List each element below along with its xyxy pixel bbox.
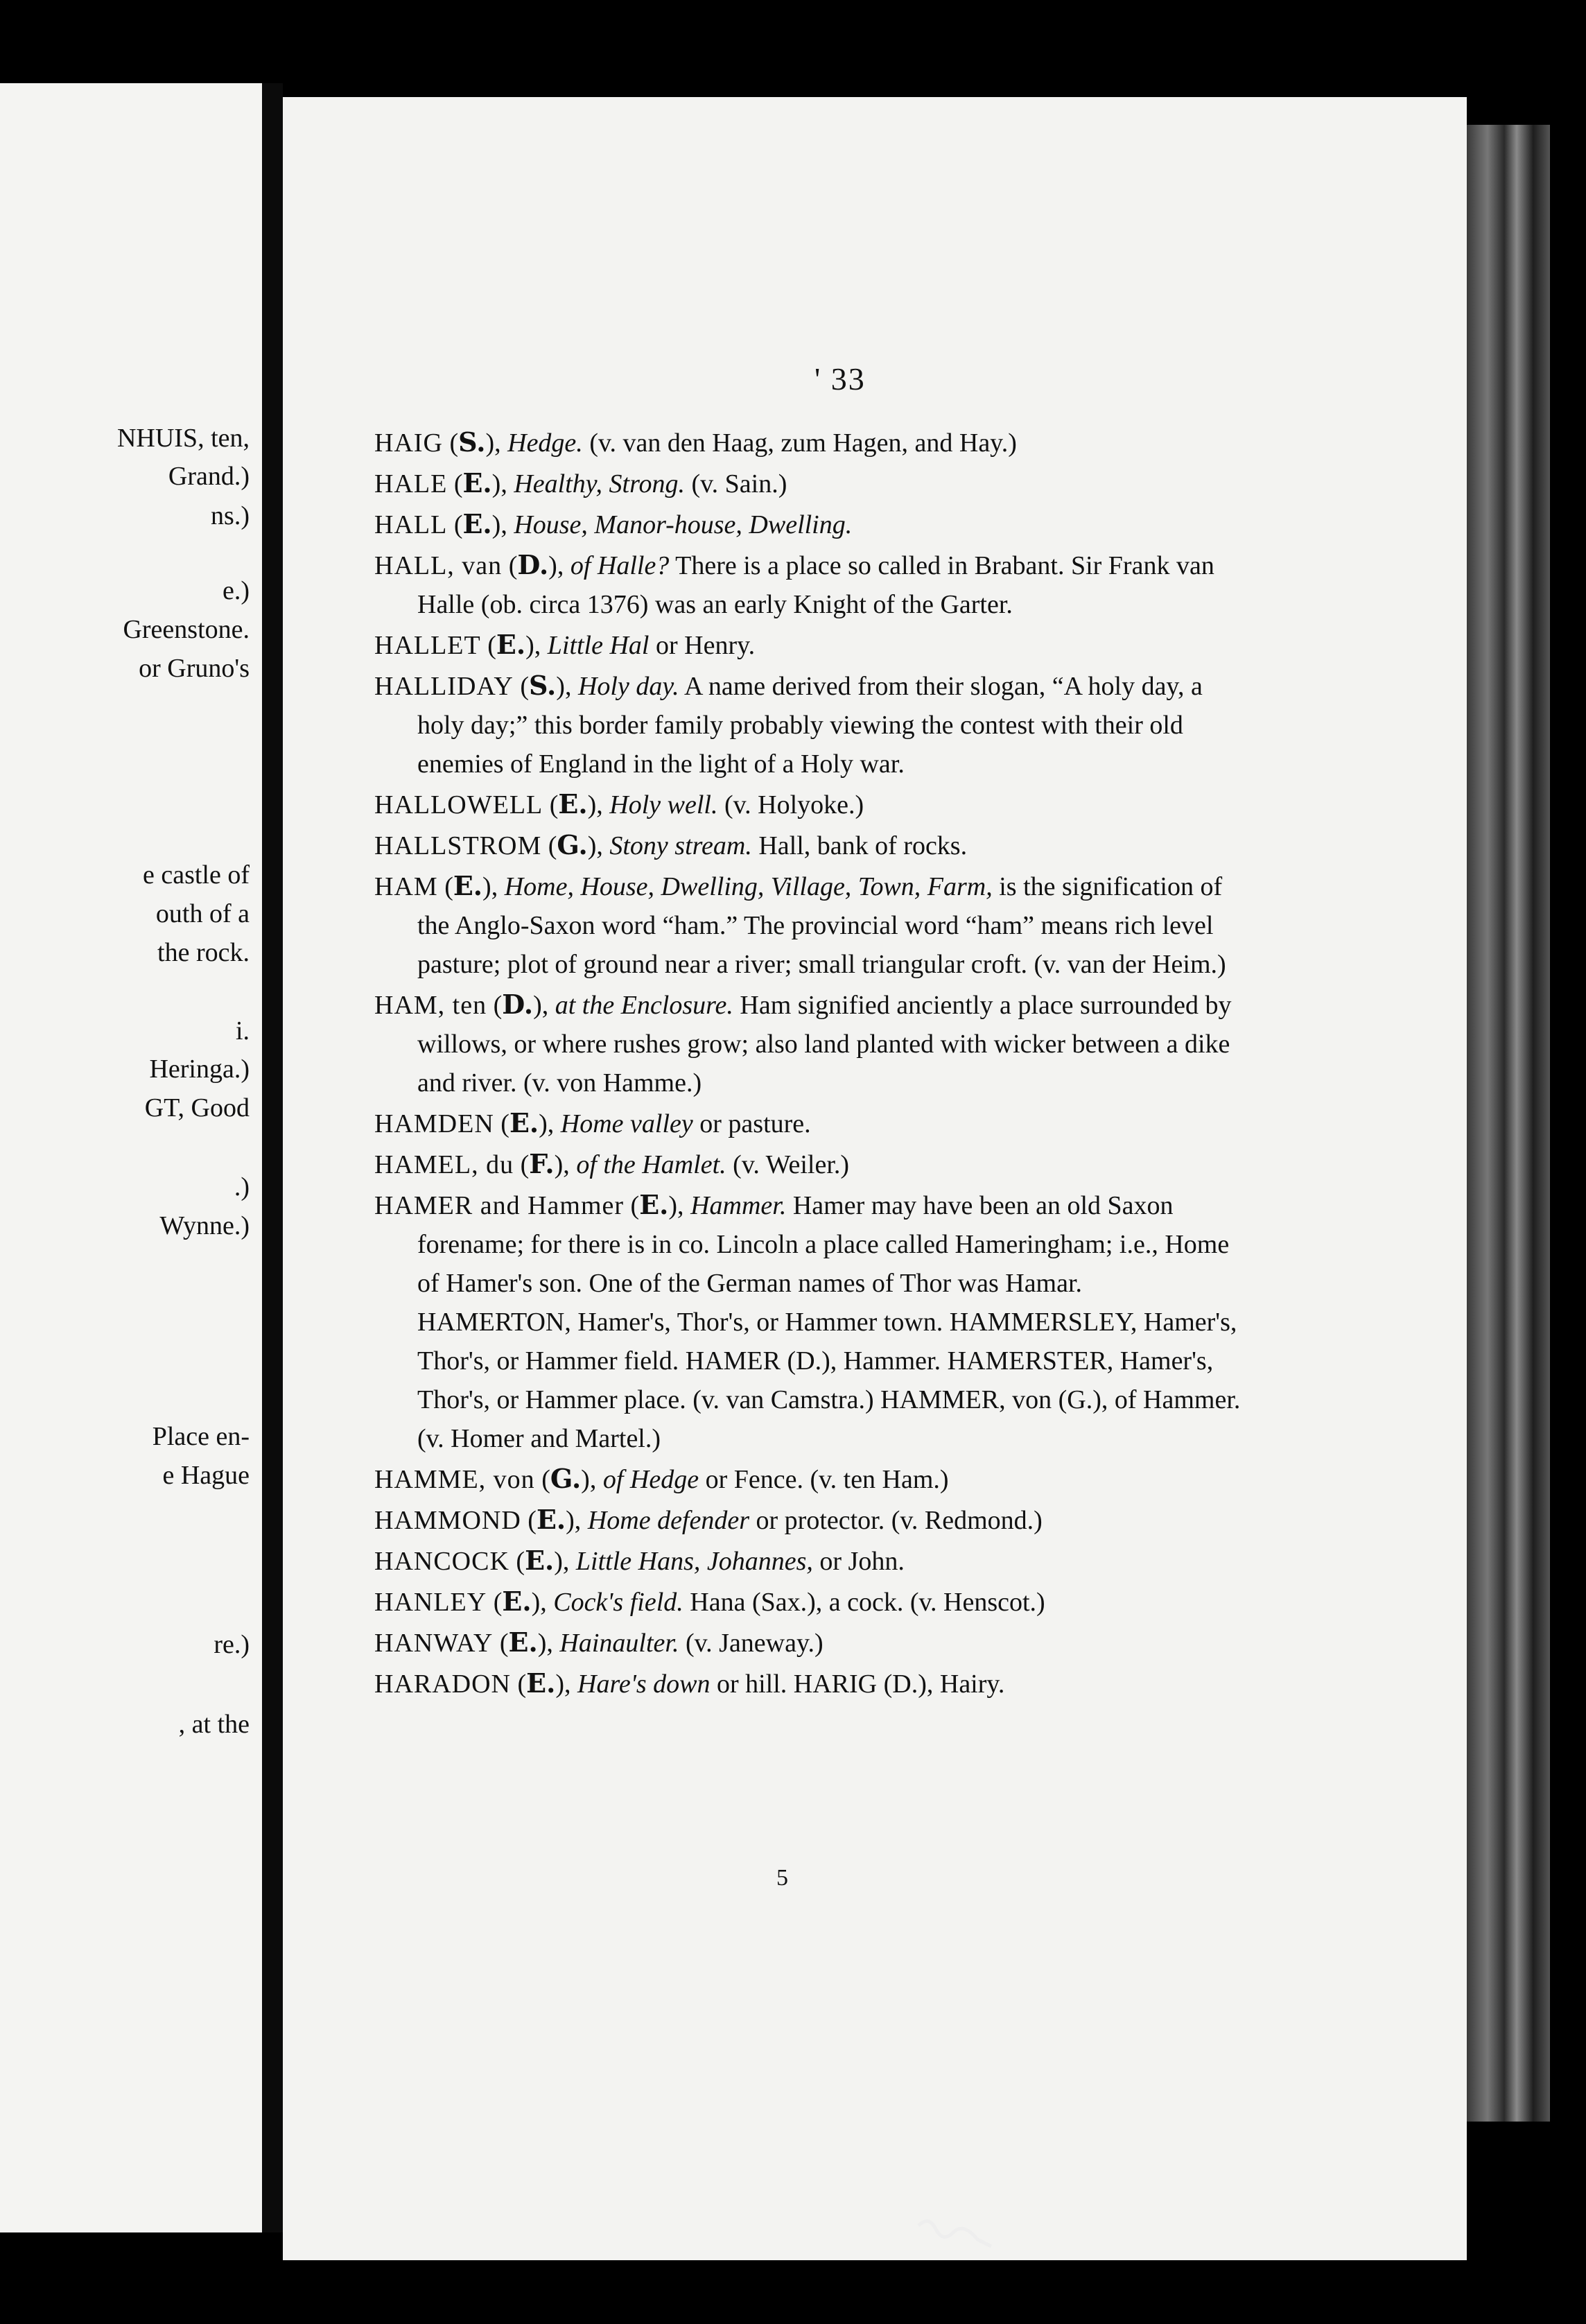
facing-page-line: i. <box>235 1016 250 1046</box>
facing-page-line: NHUIS, ten, <box>116 424 250 453</box>
entry-note: (v. Holyoke.) <box>724 790 864 820</box>
entry-meaning: Holy well. <box>609 790 718 820</box>
dictionary-entry: HARADON (E.), Hare's down or hill. HARIG (D.), Hairy. <box>374 1667 1005 1699</box>
dictionary-entry: HALLSTROM (G.), Stony stream. Hall, bank of rocks. <box>374 829 968 860</box>
entry-headword: HALLIDAY <box>374 672 514 701</box>
dictionary-entry: HANLEY (E.), Cock's field. Hana (Sax.), a cock. (v. Henscot.) <box>374 1586 1045 1617</box>
entry-headword: HAMDEN <box>374 1109 494 1138</box>
entry-origin: F. <box>529 1148 555 1179</box>
entry-headword: HAMEL, du <box>374 1150 514 1179</box>
facing-page-line: or Gruno's <box>139 654 250 683</box>
entry-note: or John. <box>819 1547 905 1576</box>
entry-note: Ham signified anciently a place surrounded by willows, or where rushes grow; also land planted with wicker between a dike and river. (v. von Hamme.) <box>417 991 1232 1098</box>
entry-headword: HANWAY <box>374 1629 494 1658</box>
facing-page-line: , at the <box>178 1710 250 1739</box>
entry-origin: E. <box>462 467 492 498</box>
entry-note: There is a place so called in Brabant. Sir Frank van Halle (ob. circa 1376) was an early Knight of the Garter. <box>417 551 1214 619</box>
entry-meaning: Home defender <box>587 1506 750 1535</box>
entry-headword: HANCOCK <box>374 1547 509 1576</box>
entry-headword: HAM, ten <box>374 991 487 1020</box>
dictionary-entry: HAMDEN (E.), Home valley or pasture. <box>374 1107 811 1138</box>
entry-origin: S. <box>458 426 486 458</box>
entry-origin: E. <box>496 629 526 660</box>
dictionary-entry: HAIG (S.), Hedge. (v. van den Haag, zum Hagen, and Hay.) <box>374 426 1017 458</box>
facing-page-line: GT, Good <box>144 1093 250 1122</box>
dictionary-entry: HAM (E.), Home, House, Dwelling, Village, Town, Farm, is the signification of the Anglo-Saxon word “ham.” The provincial word “ham” means rich level pasture; plot of ground near a river; small triangular croft. (v. van der Heim.) <box>374 870 1226 979</box>
entry-meaning: Little Hans, Johannes, <box>575 1547 813 1576</box>
dictionary-entry: HANCOCK (E.), Little Hans, Johannes, or John. <box>374 1545 905 1576</box>
entry-headword: HAMMOND <box>374 1506 521 1535</box>
entry-origin: E. <box>639 1189 669 1220</box>
entry-origin: G. <box>550 1463 582 1494</box>
entry-headword: HAM <box>374 872 438 901</box>
entry-note: or pasture. <box>699 1109 811 1138</box>
dictionary-entry: HAMMOND (E.), Home defender or protector. (v. Redmond.) <box>374 1504 1043 1535</box>
entry-meaning: House, Manor-house, Dwelling. <box>514 510 853 539</box>
entry-note: A name derived from their slogan, “A holy day, a holy day;” this border family probably viewing the contest with their old enemies of England in the light of a Holy war. <box>417 672 1203 779</box>
dictionary-entry: HAMME, von (G.), of Hedge or Fence. (v. ten Ham.) <box>374 1463 949 1494</box>
signature-mark: 5 <box>776 1865 788 1891</box>
entry-note: (v. Janeway.) <box>685 1629 824 1658</box>
page-number: ' 33 <box>814 361 866 397</box>
facing-page-line: outh of a <box>155 899 250 928</box>
entry-note: or hill. HARIG (D.), Hairy. <box>716 1670 1005 1699</box>
entry-meaning: Stony stream. <box>609 831 752 860</box>
dictionary-entry: HALLET (E.), Little Hal or Henry. <box>374 629 756 660</box>
facing-page-line: Greenstone. <box>123 615 250 644</box>
entry-meaning: of the Hamlet. <box>576 1150 726 1179</box>
entry-origin: G. <box>557 829 588 860</box>
entry-note: or Henry. <box>655 631 756 660</box>
facing-page-line: e castle of <box>142 860 250 890</box>
entry-meaning: at the Enclosure. <box>555 991 733 1020</box>
entry-meaning: Cock's field. <box>553 1588 683 1617</box>
dictionary-entry: HAM, ten (D.), at the Enclosure. Ham signified anciently a place surrounded by willows, or where rushes grow; also land planted with wicker between a dike and river. (v. von Hamme.) <box>374 989 1232 1098</box>
entry-meaning: Hainaulter. <box>559 1629 679 1658</box>
entry-note: (v. van den Haag, zum Hagen, and Hay.) <box>589 428 1017 458</box>
entry-origin: E. <box>453 870 483 901</box>
dictionary-entry: HALLIDAY (S.), Holy day. A name derived from their slogan, “A holy day, a holy day;” this border family probably viewing the contest with their old enemies of England in the light of a Holy war. <box>374 670 1203 779</box>
dictionary-entry: HAMER and Hammer (E.), Hammer. Hamer may have been an old Saxon forename; for there is in co. Lincoln a place called Hameringham; i.e., Home of Hamer's son. One of the German names of Thor was Hamar. HAMERTON, Hamer's, Thor's, or Hammer town. HAMMERSLEY, Hamer's, Thor's, or Hammer field. HAMER (D.), Hammer. HAMERSTER, Hamer's, Thor's, or Hammer place. (v. van Camstra.) HAMMER, von (G.), of Hammer. (v. Homer and Martel.) <box>374 1189 1241 1453</box>
facing-page-line: .) <box>234 1172 250 1202</box>
entry-headword: HALLSTROM <box>374 831 542 860</box>
facing-page-line: re.) <box>214 1630 250 1659</box>
entry-meaning: Healthy, Strong. <box>514 469 685 498</box>
entry-origin: E. <box>525 1545 555 1576</box>
dictionary-entry: HALE (E.), Healthy, Strong. (v. Sain.) <box>374 467 787 498</box>
entry-origin: S. <box>528 670 557 701</box>
entry-headword: HAIG <box>374 428 443 458</box>
facing-page-line: e.) <box>222 576 250 605</box>
entry-headword: HALL, van <box>374 551 503 580</box>
facing-page-line: Wynne.) <box>159 1211 250 1240</box>
entry-note: Hana (Sax.), a cock. (v. Henscot.) <box>690 1588 1045 1617</box>
entry-meaning: Holy day. <box>577 672 679 701</box>
entry-headword: HAMER and Hammer <box>374 1191 625 1220</box>
entry-origin: E. <box>502 1586 532 1617</box>
entry-headword: HALE <box>374 469 448 498</box>
dictionary-entry: HAMEL, du (F.), of the Hamlet. (v. Weiler.) <box>374 1148 850 1179</box>
facing-page-line: Place en- <box>152 1422 250 1451</box>
dictionary-entry: HANWAY (E.), Hainaulter. (v. Janeway.) <box>374 1627 824 1658</box>
entry-headword: HARADON <box>374 1670 511 1699</box>
entry-note: Hamer may have been an old Saxon forename; for there is in co. Lincoln a place called Hameringham; i.e., Home of Hamer's son. One of the German names of Thor was Hamar. HAMERTON, Hamer's, Thor's, or Hammer town. HAMMERSLEY, Hamer's, Thor's, or Hammer field. HAMER (D.), Hammer. HAMERSTER, Hamer's, Thor's, or Hammer place. (v. van Camstra.) HAMMER, von (G.), of Hammer. (v. Homer and Martel.) <box>417 1191 1241 1453</box>
entry-meaning: Hare's down <box>577 1670 711 1699</box>
entry-meaning: Home valley <box>560 1109 693 1138</box>
facing-page-line: ns.) <box>211 501 250 530</box>
dictionary-entry: HALLOWELL (E.), Holy well. (v. Holyoke.) <box>374 788 864 820</box>
entry-meaning: Little Hal <box>547 631 650 660</box>
entry-headword: HALLET <box>374 631 481 660</box>
entry-note: (v. Weiler.) <box>733 1150 850 1179</box>
dictionary-entries <box>374 423 1241 1705</box>
page-edge <box>1467 125 1550 2122</box>
entry-origin: E. <box>558 788 588 820</box>
entry-origin: E. <box>526 1667 556 1699</box>
entry-headword: HALL <box>374 510 448 539</box>
entry-origin: E. <box>536 1504 566 1535</box>
entry-origin: D. <box>502 989 534 1020</box>
facing-page-line: e Hague <box>162 1461 250 1490</box>
facing-page-line: Heringa.) <box>149 1055 250 1084</box>
entry-origin: E. <box>509 1107 539 1138</box>
entry-origin: D. <box>517 549 549 580</box>
entry-meaning: Hammer. <box>690 1191 787 1220</box>
facing-page <box>0 83 266 2232</box>
facing-page-line: Grand.) <box>168 462 250 491</box>
entry-note: or protector. (v. Redmond.) <box>756 1506 1043 1535</box>
dictionary-entry: HALL, van (D.), of Halle? There is a place so called in Brabant. Sir Frank van Halle (ob. circa 1376) was an early Knight of the Garter. <box>374 549 1214 619</box>
facing-page-line: the rock. <box>157 938 250 967</box>
entry-meaning: of Halle? <box>570 551 670 580</box>
entry-origin: E. <box>508 1627 538 1658</box>
entry-note: Hall, bank of rocks. <box>758 831 968 860</box>
dictionary-entry: HALL (E.), House, Manor-house, Dwelling. <box>374 508 853 539</box>
entry-note: is the signification of the Anglo-Saxon word “ham.” The provincial word “ham” means rich level pasture; plot of ground near a river; small triangular croft. (v. van der Heim.) <box>417 872 1226 979</box>
entry-headword: HALLOWELL <box>374 790 543 820</box>
pen-mark-icon <box>915 2212 998 2253</box>
entry-note: (v. Sain.) <box>691 469 787 498</box>
entry-note: or Fence. (v. ten Ham.) <box>705 1465 949 1494</box>
entry-meaning: of Hedge <box>602 1465 699 1494</box>
entry-meaning: Home, House, Dwelling, Village, Town, Farm, <box>504 872 993 901</box>
entry-origin: E. <box>462 508 492 539</box>
book-gutter <box>262 83 283 2232</box>
entry-headword: HANLEY <box>374 1588 487 1617</box>
entry-headword: HAMME, von <box>374 1465 535 1494</box>
entry-meaning: Hedge. <box>507 428 583 458</box>
